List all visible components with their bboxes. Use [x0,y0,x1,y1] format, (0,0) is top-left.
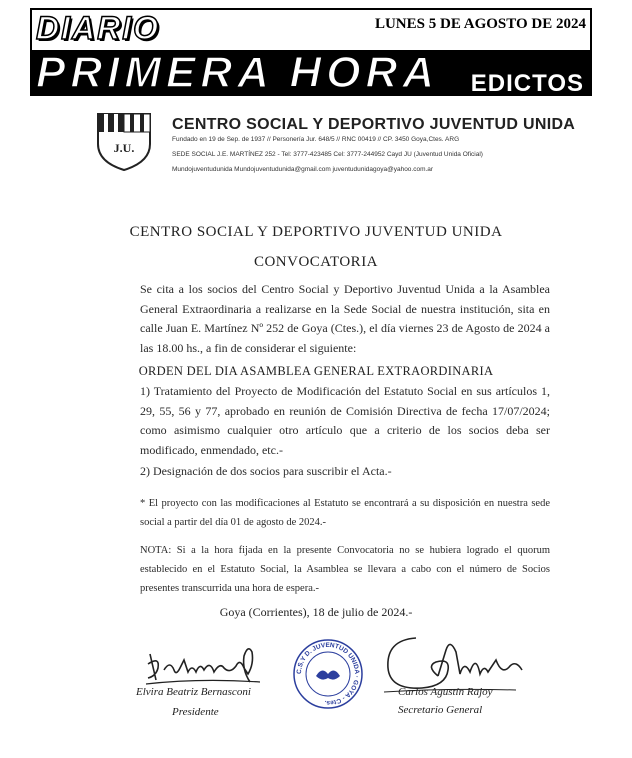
intro-paragraph: Se cita a los socios del Centro Social y Deportivo Juventud Unida a la Asamblea General Extraordinaria a realizarse en la Sede Social de nuestra institución, sita en calle Juan E. Martínez Nº 252 de Goya (Ctes.), el día viernes 23 de Agosto de 2024 a las 18.00 hs., a fin de considerar el siguiente: [140,282,550,355]
club-shield-logo [94,110,154,172]
club-seal-stamp [292,638,364,710]
president-signature [140,640,270,688]
letterhead-contact-line: Mundojuventudunida Mundojuventudunida@gmail.com juventudunidagoya@yahoo.com.ar [172,166,434,173]
president-role: Presidente [172,706,219,718]
letterhead-foundation-line: Fundado en 19 de Sep. de 1937 // Personería Jur. 648/5 // RNC 00419 // CP. 3450 Goya,Ctes. ARG [172,136,460,143]
document-heading: CONVOCATORIA [253,254,379,270]
masthead-diario: DIARIO [36,10,160,46]
agenda-item-2: 2) Designación de dos socios para suscribir el Acta.- [140,464,392,478]
letterhead-address-line: SEDE SOCIAL J.E. MARTÍNEZ 252 - Tel: 3777-423485 Cel: 3777-244952 Cayd JU (Juventud Unida Oficial) [172,151,483,158]
secretary-role: Secretario General [398,704,483,716]
project-note: * El proyecto con las modificaciones al Estatuto se encontrará a su disposición en nuestra sede social a partir del día 01 de agosto de 2024.- [140,498,550,528]
president-name: Elvira Beatriz Bernasconi [136,686,251,698]
masthead-newspaper-name: PRIMERA HORA [36,48,440,97]
secretary-name: Carlos Agustín Rajoy [398,686,493,698]
seal-ring-text: C.S.Y D. JUVENTUD UNIDA · GOYA - Ctes. [295,641,361,707]
quorum-note: NOTA: Si a la hora fijada en la presente Convocatoria no se hubiera logrado el quorum establecido en el Estatuto Social, la Asamblea se llevara a cabo con el número de Socios presentes transcurrida una hora de espera.- [140,545,550,594]
shield-letters: J.U. [113,141,135,155]
masthead-date: LUNES 5 DE AGOSTO DE 2024 [374,16,586,32]
order-of-day-title: ORDEN DEL DIA ASAMBLEA GENERAL EXTRAORDINARIA [138,364,494,378]
letterhead-title: CENTRO SOCIAL Y DEPORTIVO JUVENTUD UNIDA [172,116,576,133]
masthead [0,0,632,100]
place-and-date: Goya (Corrientes), 18 de julio de 2024.- [219,605,413,619]
document-org-title: CENTRO SOCIAL Y DEPORTIVO JUVENTUD UNIDA [129,224,503,240]
masthead-section: EDICTOS [470,70,584,97]
agenda-item-1: 1) Tratamiento del Proyecto de Modificación del Estatuto Social en sus artículos 1, 29, 55, 56 y 77, aprobado en reunión de Comisión Directiva de fecha 17/07/2024; como asimismo cualquier otro artículo que a criterio de los socios deba ser modificado, enmendado, etc.- [140,384,550,457]
